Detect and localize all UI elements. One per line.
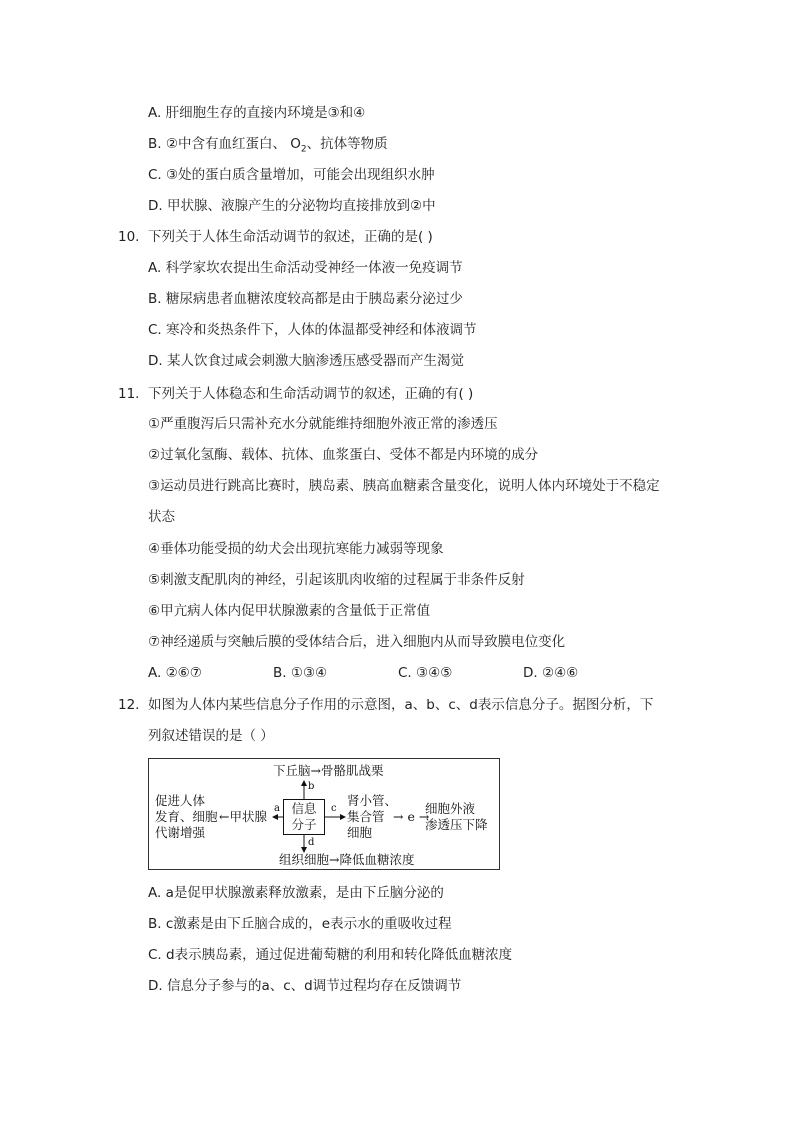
q11-option-d: D. ②④⑥ [523, 665, 579, 681]
right-line-1: 细胞外液 [425, 801, 476, 816]
q11-statement-3b: 状态 [148, 509, 175, 525]
right-line-2: 渗透压下降 [425, 817, 488, 832]
thyroid-label: ←甲状腺 [219, 809, 267, 824]
q10-option-c: C. 寒冷和炎热条件下，人体的体温都受神经和体液调节 [148, 322, 477, 338]
q9-option-a: A. 肝细胞生存的直接内环境是③和④ [148, 105, 366, 121]
q9-option-b-post: 、抗体等物质 [306, 136, 388, 152]
label-d: d [308, 837, 315, 848]
q11-statement-5: ⑤刺激支配肌肉的神经，引起该肌肉收缩的过程属于非条件反射 [148, 572, 525, 588]
center-line-1: 信息 [291, 801, 317, 816]
diagram-top: 下丘脑→骨骼肌战栗 [273, 763, 384, 778]
q12-number: 12. [118, 697, 140, 713]
q11-option-b: B. ①③④ [273, 665, 328, 681]
kidney-line-2: 集合管 [347, 809, 385, 824]
q11-option-a: A. ②⑥⑦ [148, 665, 202, 681]
q10-stem: 下列关于人体生命活动调节的叙述，正确的是( ) [148, 229, 433, 245]
q12-option-a: A. a是促甲状腺激素释放激素，是由下丘脑分泌的 [148, 885, 444, 901]
center-line-2: 分子 [291, 817, 317, 832]
q9-option-d: D. 甲状腺、液腺产生的分泌物均直接排放到②中 [148, 198, 436, 214]
left-line-2: 发育、细胞 [155, 809, 218, 824]
q11-statement-4: ④垂体功能受损的幼犬会出现抗寒能力减弱等现象 [148, 541, 444, 557]
q10-option-a: A. 科学家坎农提出生命活动受神经一体液一免疫调节 [148, 260, 463, 276]
kidney-line-1: 肾小管、 [347, 793, 398, 808]
e-arrow: → e → [393, 809, 430, 824]
q11-statement-2: ②过氧化氢酶、载体、抗体、血浆蛋白、受体不都是内环境的成分 [148, 447, 539, 463]
label-a: a [274, 803, 280, 814]
label-b: b [308, 781, 315, 792]
q11-number: 11. [118, 386, 140, 402]
label-c: c [331, 803, 337, 814]
q12-option-d: D. 信息分子参与的a、c、d调节过程均存在反馈调节 [148, 978, 462, 994]
q11-statement-1: ①严重腹泻后只需补充水分就能维持细胞外液正常的渗透压 [148, 416, 498, 432]
left-line-3: 代谢增强 [155, 825, 206, 840]
q9-option-c: C. ③处的蛋白质含量增加，可能会出现组织水肿 [148, 167, 435, 183]
q10-option-d: D. 某人饮食过咸会刺激大脑渗透压感受器而产生渴觉 [148, 353, 464, 369]
diagram-bottom: 组织细胞→降低血糖浓度 [279, 852, 415, 867]
q12-option-c: C. d表示胰岛素，通过促进葡萄糖的利用和转化降低血糖浓度 [148, 947, 513, 963]
q12-stem-line1: 如图为人体内某些信息分子作用的示意图，a、b、c、d表示信息分子。据图分析，下 [148, 697, 654, 713]
q12-stem-line2: 列叙述错误的是（ ） [148, 728, 274, 744]
signal-molecule-box [283, 799, 325, 835]
q11-statement-6: ⑥甲亢病人体内促甲状腺激素的含量低于正常值 [148, 603, 431, 619]
q10-number: 10. [118, 229, 140, 245]
q11-option-c: C. ③④⑤ [398, 665, 453, 681]
signal-molecule-diagram [148, 758, 500, 870]
left-line-1: 促进人体 [155, 793, 206, 808]
q11-stem: 下列关于人体稳态和生命活动调节的叙述，正确的有( ) [148, 386, 474, 402]
q9-option-b-pre: B. ②中含有血红蛋白、 O [148, 136, 301, 152]
q9-option-b-sub: 2 [300, 144, 307, 155]
q10-option-b: B. 糖尿病患者血糖浓度较高都是由于胰岛素分泌过少 [148, 291, 463, 307]
q11-statement-7: ⑦神经递质与突触后膜的受体结合后，进入细胞内从而导致膜电位变化 [148, 634, 566, 650]
kidney-line-3: 细胞 [347, 825, 373, 840]
q12-option-b: B. c激素是由下丘脑合成的，e表示水的重吸收过程 [148, 916, 452, 932]
q9-option-b [148, 135, 388, 159]
q11-statement-3a: ③运动员进行跳高比赛时，胰岛素、胰高血糖素含量变化，说明人体内环境处于不稳定 [148, 478, 660, 494]
